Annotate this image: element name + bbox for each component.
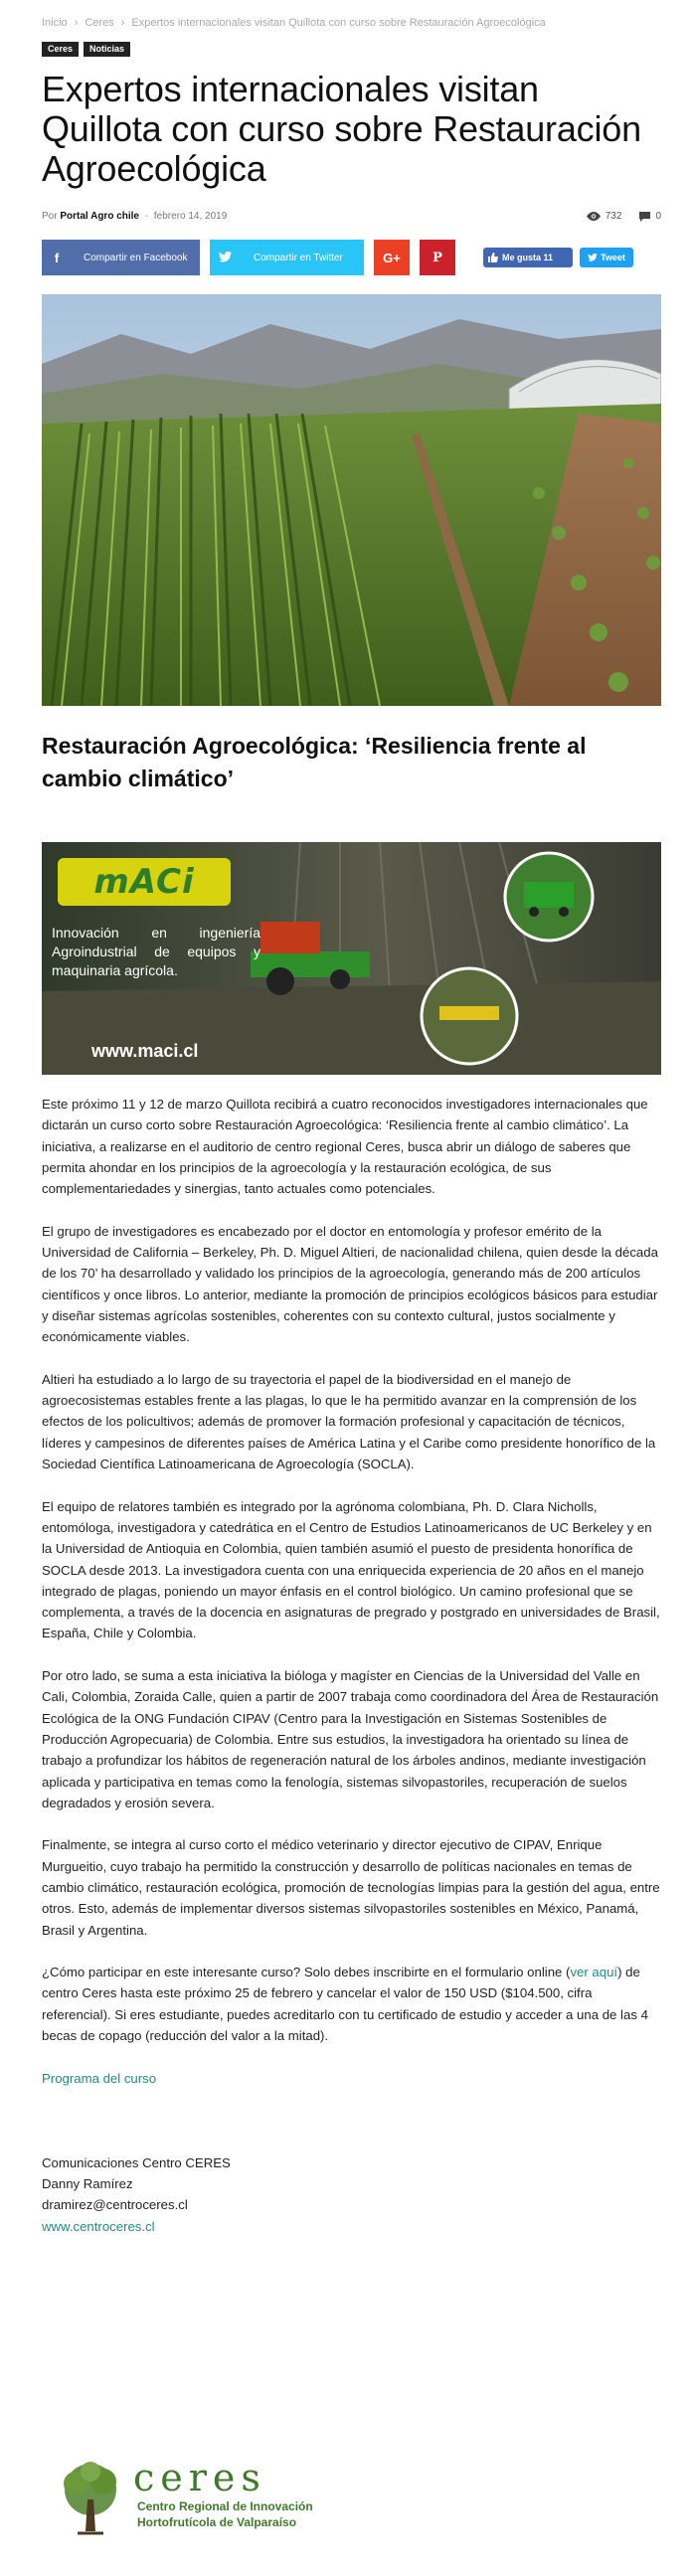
share-facebook-label: Compartir en Facebook xyxy=(84,252,188,263)
category-tag-ceres[interactable]: Ceres xyxy=(42,42,79,57)
signature-name: Danny Ramírez xyxy=(42,2176,133,2192)
views-value: 732 xyxy=(605,211,622,222)
website-link[interactable]: www.centroceres.cl xyxy=(42,2218,155,2234)
ad-tagline-line3: maquinaria agrícola. xyxy=(52,962,178,978)
like-label: Me gusta 11 xyxy=(502,253,554,262)
participate-text-end: ) de centro Ceres hasta este próximo 25 de febrero y cancelar el valor de 150 USD ($104.500, cifra referencial). Si eres estudiante, puedes acreditarlo con tu certificado de estudio y acceder a una de las 4 becas de copago (reducción del valor a la mitad). xyxy=(42,1965,648,2044)
share-google-button[interactable] xyxy=(374,240,410,275)
breadcrumb xyxy=(42,17,546,29)
ad-tagline-line1: Innovación en ingeniería xyxy=(52,925,260,941)
meta-separator: - xyxy=(144,211,149,222)
article-meta xyxy=(42,211,661,225)
category-tag-noticias[interactable]: Noticias xyxy=(84,42,130,57)
ad-url: www.maci.cl xyxy=(91,1041,199,1061)
thumbs-up-icon xyxy=(488,253,498,262)
comment-icon xyxy=(639,212,650,222)
spacer xyxy=(42,2110,661,2131)
participate-paragraph xyxy=(42,1962,661,2046)
ceres-logo-line1: Centro Regional de Innovación xyxy=(137,2499,313,2513)
comments-count[interactable] xyxy=(639,211,661,222)
share-facebook-button[interactable] xyxy=(42,240,200,275)
chevron-right-icon: › xyxy=(74,17,79,29)
google-plus-icon: G+ xyxy=(383,250,401,265)
pinterest-icon: P xyxy=(433,250,442,265)
breadcrumb-home[interactable]: Inicio xyxy=(42,17,68,29)
body-paragraph: Altieri ha estudiado a lo largo de su trayectoria el papel de la biodiversidad en el manejo de agroecosistemas estables frente a las plagas, lo que le ha permitido avanzar en la comprensión de los efectos de los policultivos; además de promover la formación profesional y capacitación de técnicos, líderes y campesinos de diferentes países de América Latina y el Caribe como presidente honorífico de la Sociedad Científica Latinoamericana de Agroecología (SOCLA). xyxy=(42,1371,656,1472)
eye-icon xyxy=(587,212,601,221)
breadcrumb-current: Expertos internacionales visitan Quillota con curso sobre Restauración Agroecológica xyxy=(131,17,546,29)
share-twitter-button[interactable] xyxy=(210,240,364,275)
share-pinterest-button[interactable] xyxy=(420,240,455,275)
author-link[interactable]: Portal Agro chile xyxy=(60,211,139,222)
article-title: Expertos internacionales visitan Quillota con curso sobre Restauración Agroecológica xyxy=(42,69,641,189)
body-paragraph: Este próximo 11 y 12 de marzo Quillota recibirá a cuatro reconocidos investigadores internacionales que dictarán un curso corto sobre Restauración Agroecológica: ‘Resiliencia frente al cambio climático’. La iniciativa, a realizarse en el auditorio de centro regional Ceres, busca abrir un diálogo de saberes que permita ahondar en los principios de la agroecología y la restauración ecológica, de sus complementariedades y sinergias, tanto actuales como potenciales. xyxy=(42,1097,648,1197)
twitter-icon xyxy=(210,251,240,265)
ad-tagline-line2: Agroindustrial de equipos y xyxy=(52,944,260,959)
featured-image xyxy=(42,294,661,706)
signature-block xyxy=(42,2152,661,2237)
publish-date: febrero 14, 2019 xyxy=(153,211,228,222)
facebook-icon: f xyxy=(54,250,60,265)
twitter-bird-icon xyxy=(588,254,598,261)
ceres-wordmark: ceres xyxy=(133,2456,266,2499)
article-subtitle: Restauración Agroecológica: ‘Resiliencia frente al cambio climático’ xyxy=(42,733,587,791)
share-twitter-label: Compartir en Twitter xyxy=(254,252,343,263)
program-link[interactable]: Programa del curso xyxy=(42,2070,157,2086)
by-label: Por xyxy=(42,211,58,222)
participate-text-start: ¿Cómo participar en este interesante curso? Solo debes inscribirte en el formulario online ( xyxy=(42,1965,571,1980)
advertisement-banner[interactable] xyxy=(42,842,661,1075)
body-paragraph: Por otro lado, se suma a esta iniciativa la bióloga y magíster en Ciencias de la Universidad del Valle en Cali, Colombia, Zoraida Calle, quien a partir de 2007 trabaja como coordinadora del Área de Restauración Ecológica de la ONG Fundación CIPAV (Centro para la Investigación en Sistemas Sostenibles de Producción Agropecuaria) de Colombia. Entre sus estudios, la investigadora ha orientado su línea de trabajo a profundizar los hábitos de regeneración natural de los árboles andinos, mediante investigación aplicada y participativa en temas como la fenología, sistemas silvopastoriles, recuperación de suelos degradados y erosión severa. xyxy=(42,1668,659,1810)
signature-org: Comunicaciones Centro CERES xyxy=(42,2154,231,2170)
maci-logo: mACi xyxy=(93,862,195,902)
tweet-label: Tweet xyxy=(601,253,625,262)
share-bar xyxy=(42,240,661,275)
ceres-logo-line2: Hortofrutícola de Valparaíso xyxy=(137,2515,297,2529)
body-paragraph: El grupo de investigadores es encabezado por el doctor en entomología y profesor emérito de la Universidad de California – Berkeley, Ph. D. Miguel Altieri, de nacionalidad chilena, quien desde la década de los 70’ ha desarrollado y validado los principios de la agroecología, generando más de 200 artículos científicos y once libros. Lo anterior, mediante la promoción de principios ecológicos básicos para estudiar y diseñar sistemas agrícolas sostenibles, coherentes con su contexto cultural, justos socialmente y económicamente viables. xyxy=(42,1223,658,1345)
breadcrumb-category[interactable]: Ceres xyxy=(85,17,114,29)
comments-value: 0 xyxy=(655,211,661,222)
signature-email: dramirez@centroceres.cl xyxy=(42,2197,188,2213)
body-paragraph: El equipo de relatores también es integrado por la agrónoma colombiana, Ph. D. Clara Nicholls, entomóloga, investigadora y catedrática en el Centro de Estudios Latinoamericanos de UC Berkeley y en la Universidad de Antioquia en Colombia, quien también asumió el puesto de presidenta honorífica de SOCLA desde 2013. La investigadora cuenta con una enriquecida experiencia de 20 años en el manejo integrado de plagas, poniendo un mayor énfasis en el control biológico. Un camino profesional que se complementa, a través de la docencia en asignaturas de pregrado y postgrado en universidades de Brasil, España, Chile y Colombia. xyxy=(42,1498,660,1641)
tweet-button[interactable] xyxy=(580,248,633,267)
article-body xyxy=(42,1094,661,2237)
body-paragraph: Finalmente, se integra al curso corto el médico veterinario y director ejecutivo de CIPAV, Enrique Murgueitio, cuyo trabajo ha permitido la construcción y desarrollo de políticas nacionales en temas de cambio climático, restauración ecológica, promoción de tecnologías limpias para la gestión del agua, entre otros. Esto, además de implementar diversos sistemas silvopastoriles sostenibles en México, Panamá, Brasil y Argentina. xyxy=(42,1837,660,1938)
category-tags xyxy=(42,42,130,57)
views-count xyxy=(587,211,622,222)
tree-icon xyxy=(56,2460,125,2537)
facebook-like-button[interactable] xyxy=(483,248,573,267)
ceres-logo xyxy=(56,2458,314,2537)
article-stats xyxy=(587,211,661,222)
ad-tagline xyxy=(52,924,260,980)
program-paragraph xyxy=(42,2068,661,2089)
registration-link[interactable]: ver aquí xyxy=(570,1965,618,1980)
chevron-right-icon: › xyxy=(120,17,125,29)
